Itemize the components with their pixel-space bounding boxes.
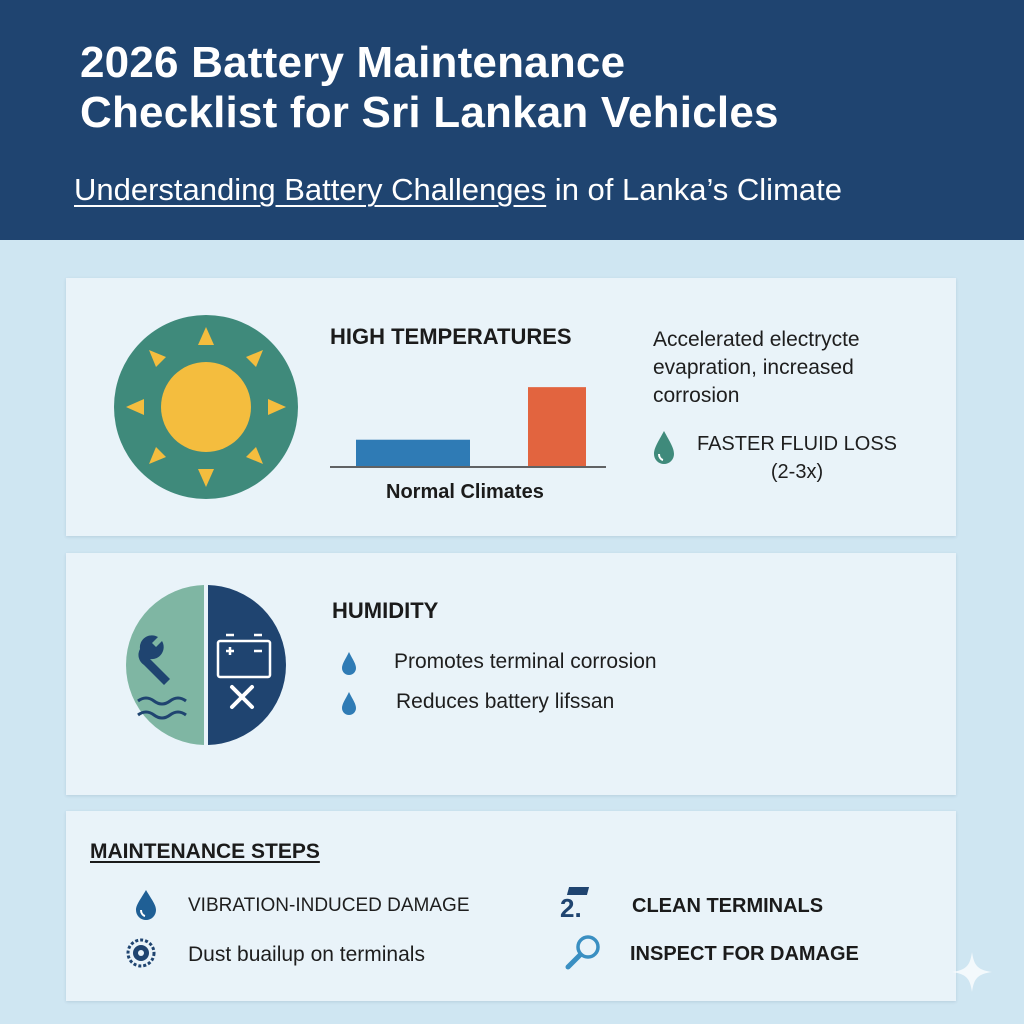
step-number-icon [560,887,600,921]
maintenance-right-item-2: INSPECT FOR DAMAGE [630,943,859,965]
chart-caption: Normal Climates [386,481,544,503]
fluid-loss-line-2: (2-3x) [770,461,824,483]
bar-normal-climates [356,440,470,466]
magnifier-icon [564,933,604,971]
sun-icon [114,315,298,499]
temperature-description [653,326,860,410]
fluid-loss-label [692,430,902,486]
temperature-chart [330,368,610,478]
fluid-loss-line-1: FASTER FLUID LOSS [696,433,898,455]
maintenance-left-item-2: Dust buailup on terminals [188,943,425,966]
high-temperatures-card [66,278,956,536]
maintenance-steps-card [66,811,956,1001]
drop-icon [340,651,358,677]
subtitle [74,170,842,210]
title-line-1: 2026 Battery Maintenance [80,38,626,87]
tire-icon [126,938,156,968]
sparkle-icon [950,950,994,994]
description-line-2: evapration, increased [653,356,854,379]
subtitle-rest: in of Lanka’s Climate [546,172,842,207]
description-line-3: corrosion [653,384,740,407]
maintenance-right-item-1: CLEAN TERMINALS [632,895,824,917]
humidity-icon [124,583,288,747]
subtitle-link[interactable]: Understanding Battery Challenges [74,172,547,207]
step-number: 2. [560,893,582,923]
bar-sri-lanka [528,387,586,466]
humidity-card [66,553,956,795]
humidity-item-1: Promotes terminal corrosion [394,650,657,673]
description-line-1: Accelerated electrycte [653,328,860,351]
humidity-heading: HUMIDITY [332,598,439,623]
drop-icon [340,691,358,717]
maintenance-left-item-1: VIBRATION-INDUCED DAMAGE [188,895,470,916]
title-line-2: Checklist for Sri Lankan Vehicles [80,88,779,137]
maintenance-heading: MAINTENANCE STEPS [90,840,320,863]
drop-icon [134,889,158,921]
page-title [80,38,779,138]
fluid-drop-icon [652,430,676,466]
temperature-heading: HIGH TEMPERATURES [330,324,572,349]
header-banner [0,0,1024,240]
humidity-item-2: Reduces battery lifssan [396,690,615,713]
